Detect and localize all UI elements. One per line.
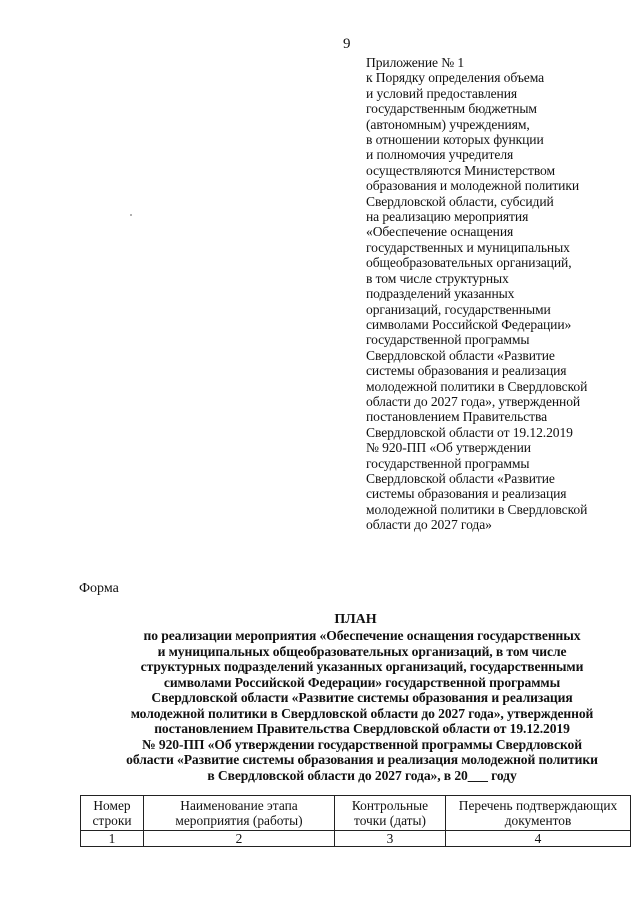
appendix-line: на реализацию мероприятия [366, 209, 529, 225]
header-control-points: Контрольные точки (даты) [335, 796, 446, 831]
appendix-line: общеобразовательных организаций, [366, 255, 572, 271]
appendix-line: «Обеспечение оснащения [366, 224, 514, 240]
appendix-line: в отношении которых функции [366, 132, 544, 148]
appendix-line: области до 2027 года», утвержденной [366, 393, 581, 409]
table-cell: 2 [144, 831, 335, 847]
appendix-line: государственной программы [366, 455, 530, 471]
appendix-line: области до 2027 года» [366, 517, 492, 533]
appendix-line: и условий предоставления [366, 85, 518, 101]
appendix-line: Свердловской области от 19.12.2019 [366, 424, 573, 440]
appendix-line: постановлением Правительства [366, 409, 548, 425]
scan-speck [130, 214, 132, 216]
plan-subtitle-line: структурных подразделений указанных организаций, государственными [140, 659, 584, 674]
appendix-line: государственным бюджетным [366, 101, 537, 117]
table-header-row [81, 796, 631, 831]
appendix-line: символами Российской Федерации» [366, 316, 572, 332]
plan-table [80, 795, 631, 847]
plan-title: ПЛАН [334, 612, 377, 627]
appendix-line: осуществляются Министерством [366, 162, 555, 178]
appendix-line: системы образования и реализация [366, 486, 567, 502]
appendix-line: в том числе структурных [366, 270, 509, 286]
appendix-line: Свердловской области «Развитие [366, 347, 555, 363]
appendix-line: организаций, государственными [366, 301, 551, 317]
appendix-line: Приложение № 1 [366, 55, 465, 70]
page-number: 9 [343, 36, 351, 52]
table-cell: 4 [446, 831, 631, 847]
plan-subtitle-line: и муниципальных общеобразовательных организаций, в том числе [157, 643, 567, 659]
appendix-line: молодежной политики в Свердловской [366, 378, 588, 394]
plan-subtitle-line: по реализации мероприятия «Обеспечение оснащения государственных [143, 628, 581, 643]
table-cell: 1 [81, 831, 144, 847]
appendix-line: подразделений указанных [366, 286, 515, 302]
header-documents: Перечень подтверждающих документов [446, 796, 631, 831]
plan-subtitle-line: области «Развитие системы образования и реализация молодежной политики [126, 752, 598, 767]
header-row-number: Номер строки [81, 796, 144, 831]
appendix-line: государственных и муниципальных [366, 239, 570, 255]
plan-subtitle-line: в Свердловской области до 2027 года», в 20___ году [207, 767, 517, 783]
plan-subtitle-line: постановлением Правительства Свердловской области от 19.12.2019 [154, 721, 570, 736]
table-cell: 3 [335, 831, 446, 847]
appendix-line: к Порядку определения объема [366, 70, 545, 86]
appendix-line: № 920-ПП «Об утверждении [366, 440, 531, 456]
appendix-line: образования и молодежной политики [366, 178, 580, 194]
appendix-line: и полномочия учредителя [366, 147, 514, 163]
appendix-line: государственной программы [366, 332, 530, 348]
appendix-header [366, 55, 632, 533]
plan-subtitle-line: № 920-ПП «Об утверждении государственной программы Свердловской [142, 736, 582, 752]
header-stage-name: Наименование этапа мероприятия (работы) [144, 796, 335, 831]
plan-subtitle-line: Свердловской области «Развитие системы образования и реализация [151, 690, 573, 705]
plan-subtitle-line: молодежной политики в Свердловской области до 2027 года», утвержденной [130, 705, 594, 721]
appendix-line: Свердловской области «Развитие [366, 470, 555, 486]
appendix-line: Свердловской области, субсидий [366, 193, 554, 209]
appendix-line: молодежной политики в Свердловской [366, 501, 588, 517]
plan-subtitle-line: символами Российской Федерации» государственной программы [163, 674, 561, 690]
appendix-line: системы образования и реализация [366, 363, 567, 379]
plan-subtitle [92, 628, 632, 783]
form-label: Форма [79, 581, 119, 596]
table-row [81, 831, 631, 847]
appendix-line: (автономным) учреждениям, [366, 116, 530, 132]
